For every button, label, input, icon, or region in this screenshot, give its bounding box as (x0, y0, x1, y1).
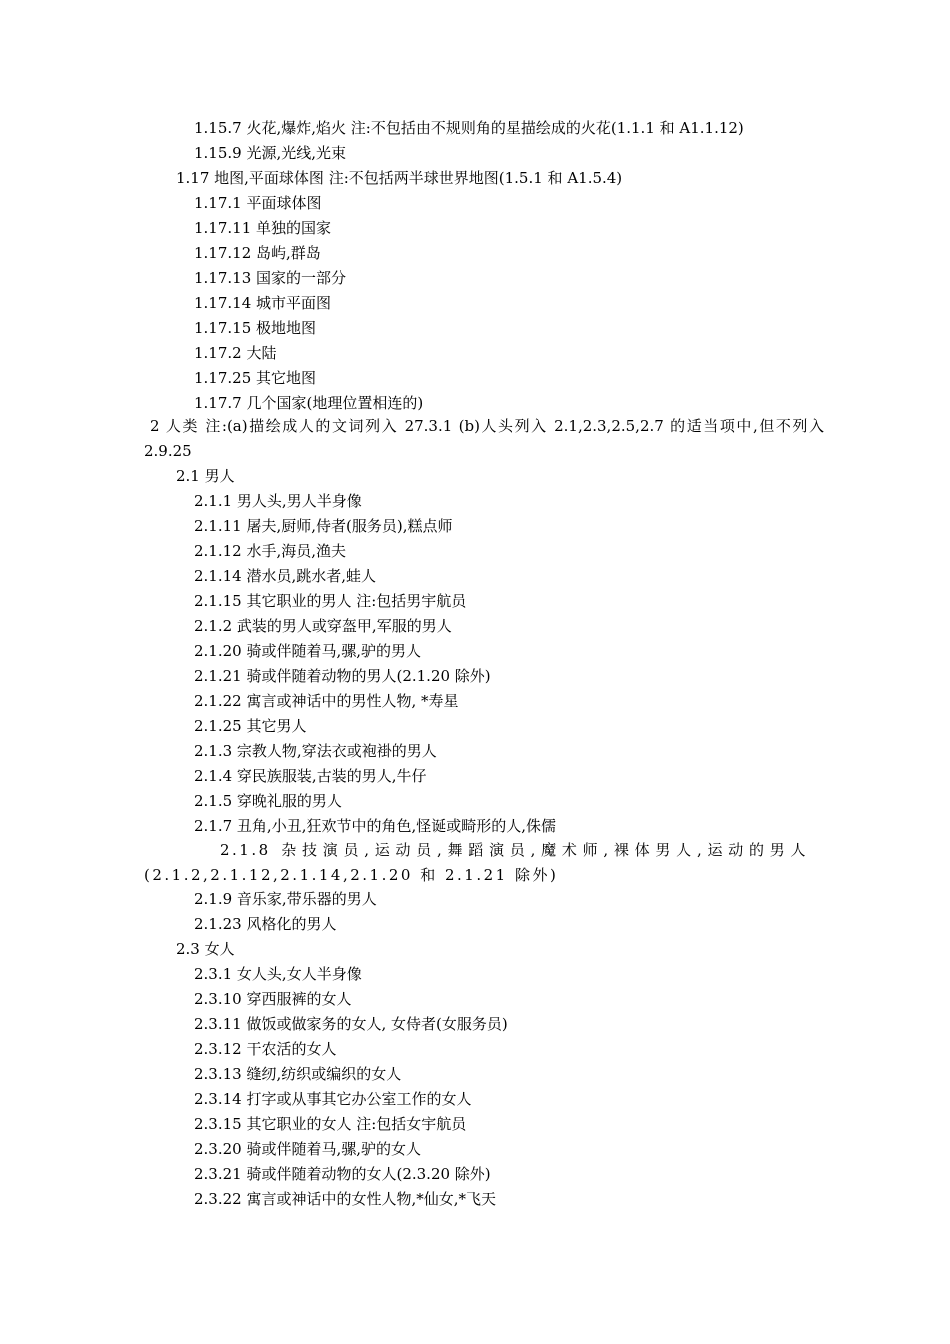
entry-2-3-14: 2.3.14 打字或从事其它办公室工作的女人 (194, 1090, 472, 1108)
entry-2-3-21: 2.3.21 骑或伴随着动物的女人(2.3.20 除外) (194, 1165, 491, 1183)
entry-2-1-21: 2.1.21 骑或伴随着动物的男人(2.1.20 除外) (194, 667, 491, 685)
entry-2-1-15: 2.1.15 其它职业的男人 注:包括男宇航员 (194, 592, 467, 610)
entry-1-17-13: 1.17.13 国家的一部分 (194, 269, 347, 287)
entry-2-1: 2.1 男人 (176, 467, 235, 485)
entry-2-1-5: 2.1.5 穿晚礼服的男人 (194, 792, 342, 810)
entry-1-17-15: 1.17.15 极地地图 (194, 319, 317, 337)
entry-2-3-12: 2.3.12 干农活的女人 (194, 1040, 337, 1058)
entry-1-15-9: 1.15.9 光源,光线,光束 (194, 144, 347, 162)
entry-1-17-14: 1.17.14 城市平面图 (194, 294, 332, 312)
entry-2-1-12: 2.1.12 水手,海员,渔夫 (194, 542, 347, 560)
entry-2: 2 人类 注:(a)描绘成人的文词列入 27.3.1 (b)人头列入 2.1,2.3,2.5,2.7 的适当项中,但不列入 2.9.25 (144, 417, 824, 460)
entry-2-1-3: 2.1.3 宗教人物,穿法衣或袍褂的男人 (194, 742, 437, 760)
entry-2-3-20: 2.3.20 骑或伴随着马,骡,驴的女人 (194, 1140, 422, 1158)
entry-2-3: 2.3 女人 (176, 940, 235, 958)
entry-2-3-1: 2.3.1 女人头,女人半身像 (194, 965, 362, 983)
entry-2-1-22: 2.1.22 寓言或神话中的男性人物, *寿星 (194, 692, 459, 710)
entry-1-17-11: 1.17.11 单独的国家 (194, 219, 332, 237)
entry-2-1-1: 2.1.1 男人头,男人半身像 (194, 492, 362, 510)
entry-2-1-4: 2.1.4 穿民族服装,古装的男人,牛仔 (194, 767, 427, 785)
entry-2-1-2: 2.1.2 武装的男人或穿盔甲,军服的男人 (194, 617, 452, 635)
entry-2-1-9: 2.1.9 音乐家,带乐器的男人 (194, 890, 377, 908)
entry-2-3-15: 2.3.15 其它职业的女人 注:包括女宇航员 (194, 1115, 467, 1133)
entry-2-1-7: 2.1.7 丑角,小丑,狂欢节中的角色,怪诞或畸形的人,侏儒 (194, 817, 557, 835)
entry-2-1-8: 2.1.8 杂技演员,运动员,舞蹈演员,魔术师,裸体男人,运动的男人(2.1.2,2.1.12,2.1.14,2.1.20 和 2.1.21 除外) (144, 841, 808, 884)
entry-2-3-13: 2.3.13 缝纫,纺织或编织的女人 (194, 1065, 402, 1083)
entry-2-1-20: 2.1.20 骑或伴随着马,骡,驴的男人 (194, 642, 422, 660)
entry-1-17-1: 1.17.1 平面球体图 (194, 194, 322, 212)
entry-2-1-14: 2.1.14 潜水员,跳水者,蛙人 (194, 567, 377, 585)
entry-2-3-11: 2.3.11 做饭或做家务的女人, 女侍者(女服务员) (194, 1015, 508, 1033)
entry-1-17: 1.17 地图,平面球体图 注:不包括两半球世界地图(1.5.1 和 A1.5.4) (176, 169, 623, 187)
entry-2-1-23: 2.1.23 风格化的男人 (194, 915, 337, 933)
entry-1-17-25: 1.17.25 其它地图 (194, 369, 317, 387)
entry-1-15-7: 1.15.7 火花,爆炸,焰火 注:不包括由不规则角的星描绘成的火花(1.1.1 和 A1.1.12) (194, 119, 744, 137)
entry-2-1-25: 2.1.25 其它男人 (194, 717, 307, 735)
entry-1-17-2: 1.17.2 大陆 (194, 344, 277, 362)
entry-1-17-7: 1.17.7 几个国家(地理位置相连的) (194, 394, 424, 412)
entry-1-17-12: 1.17.12 岛屿,群岛 (194, 244, 321, 262)
entry-2-3-10: 2.3.10 穿西服裤的女人 (194, 990, 352, 1008)
entry-2-3-22: 2.3.22 寓言或神话中的女性人物,*仙女,*飞天 (194, 1190, 497, 1208)
entry-2-1-11: 2.1.11 屠夫,厨师,侍者(服务员),糕点师 (194, 517, 453, 535)
